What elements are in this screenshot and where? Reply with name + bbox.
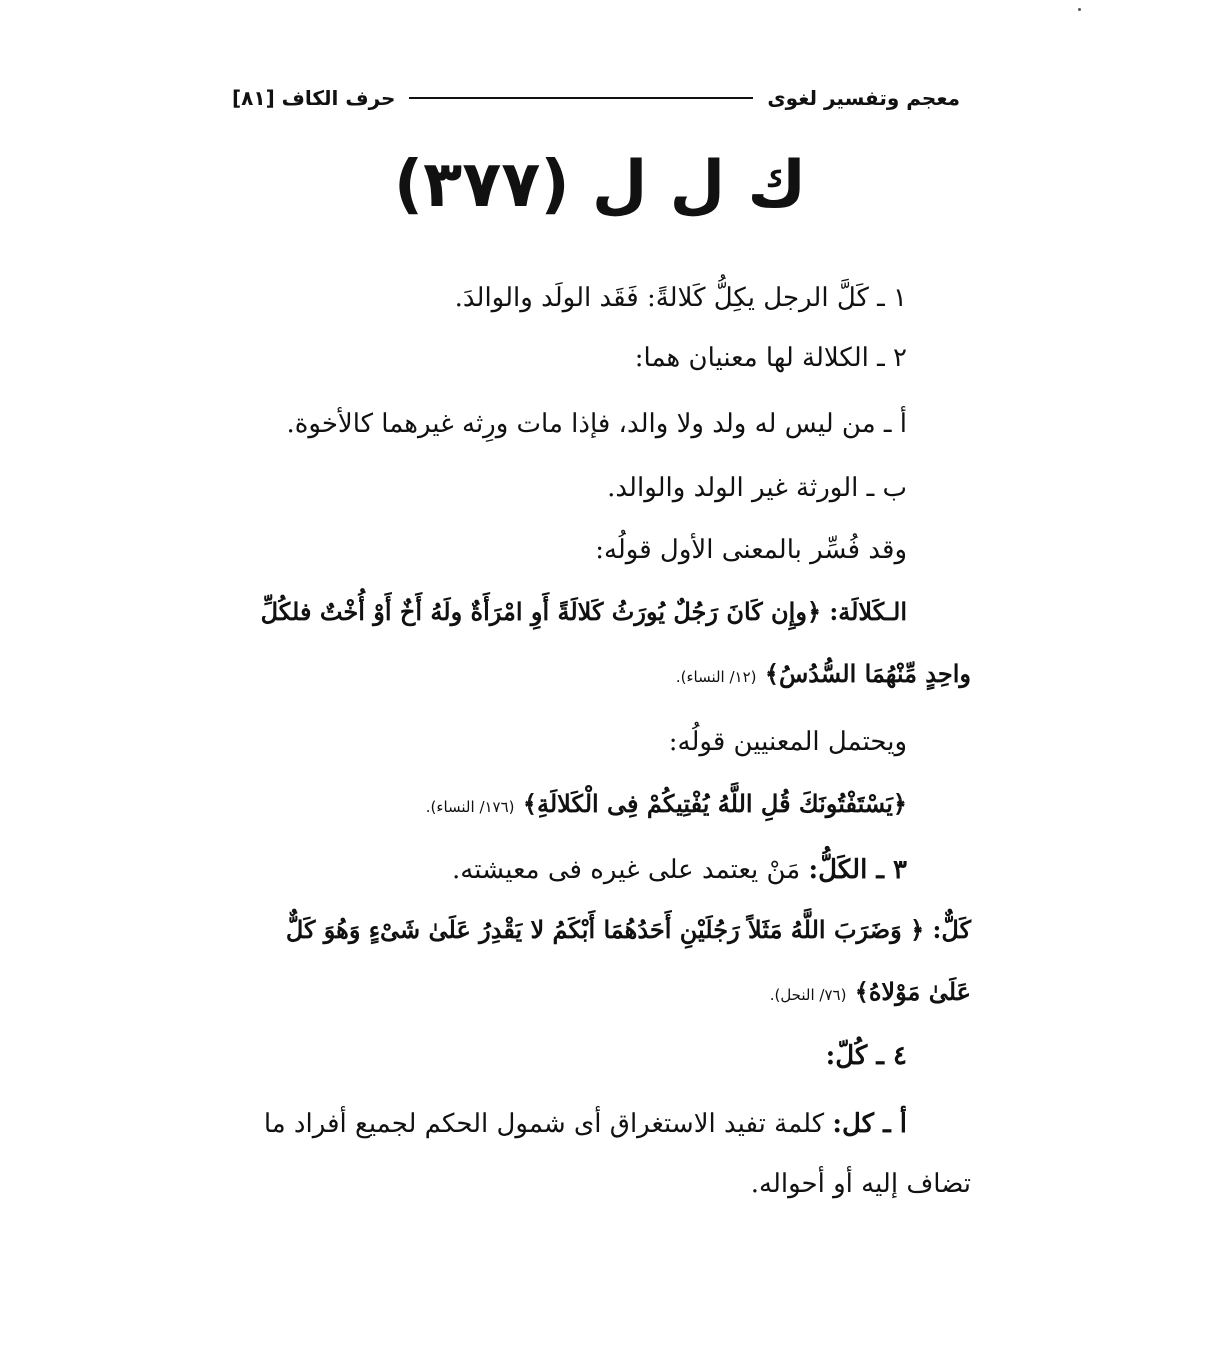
text-line-13: ٤ ـ كُلّ: [825,1041,907,1071]
term-label: ٣ ـ الكَلُّ: [808,855,907,885]
header-section: حرف الكاف [٨١] [232,86,396,110]
text-line-15: تضاف إليه أو أحواله. [750,1169,971,1199]
text-line-12 [770,972,971,1015]
running-header [232,80,960,116]
text-line-14 [264,1104,907,1144]
verse-reference: (٧٦/ النحل). [769,986,847,1004]
quran-verse: عَلَىٰ مَوْلاهُ﴾ [854,977,971,1006]
quran-verse: واحِدٍ مِّنْهُمَا السُّدُسُ﴾ [764,659,971,688]
header-book-title: معجم وتفسير لغوى [767,86,960,110]
definition-text: مَنْ يعتمد على غيره فى معيشته. [452,855,801,885]
text-line-1: ١ ـ كَلَّ الرجل يكِلُّ كَلالةً: فَقَد الولَد والوالدَ. [454,283,907,313]
text-line-3: أ ـ من ليس له ولد ولا والد، فإذا مات ورِثه غيرهما كالأخوة. [286,409,907,439]
term-label: الـكَلالَة: [829,597,907,626]
text-line-6 [261,592,907,632]
entry-title: ك ل ل (٣٧٧) [393,148,807,222]
term-label: أ ـ كل: [832,1109,907,1139]
text-line-10 [452,850,907,890]
term-label: كَلٌّ: [932,915,971,944]
verse-reference: (١٢/ النساء). [675,668,757,686]
text-line-7 [676,654,971,697]
text-line-11 [286,910,971,950]
text-line-8: ويحتمل المعنيين قولُه: [668,727,907,757]
definition-text: كلمة تفيد الاستغراق أى شمول الحكم لجميع أفراد ما [263,1109,825,1139]
quran-verse: ﴿وإِن كَانَ رَجُلٌ يُورَثُ كَلالَةً أَوِ امْرَأَةٌ ولَهُ أَخٌ أَوْ أُخْتٌ فلكُلِّ [260,597,822,626]
text-line-5: وقد فُسِّر بالمعنى الأول قولُه: [595,535,907,565]
verse-reference: (١٧٦/ النساء). [425,798,515,816]
scan-speck [1078,8,1081,11]
text-line-4: ب ـ الورثة غير الولد والوالد. [607,473,907,503]
text-line-2: ٢ ـ الكلالة لها معنيان هما: [634,343,907,373]
text-line-9 [426,784,907,827]
header-rule [409,97,753,99]
quran-verse: ﴿ وَضَرَبَ اللَّهُ مَثَلاً رَجُلَيْنِ أَحَدُهُمَا أَبْكَمُ لا يَقْدِرُ عَلَىٰ شَىْءٍ وَهُوَ كَلٌّ [285,915,925,944]
quran-verse: ﴿يَسْتَفْتُونَكَ قُلِ اللَّهُ يُفْتِيكُمْ فِى الْكَلالَةِ﴾ [522,789,907,818]
